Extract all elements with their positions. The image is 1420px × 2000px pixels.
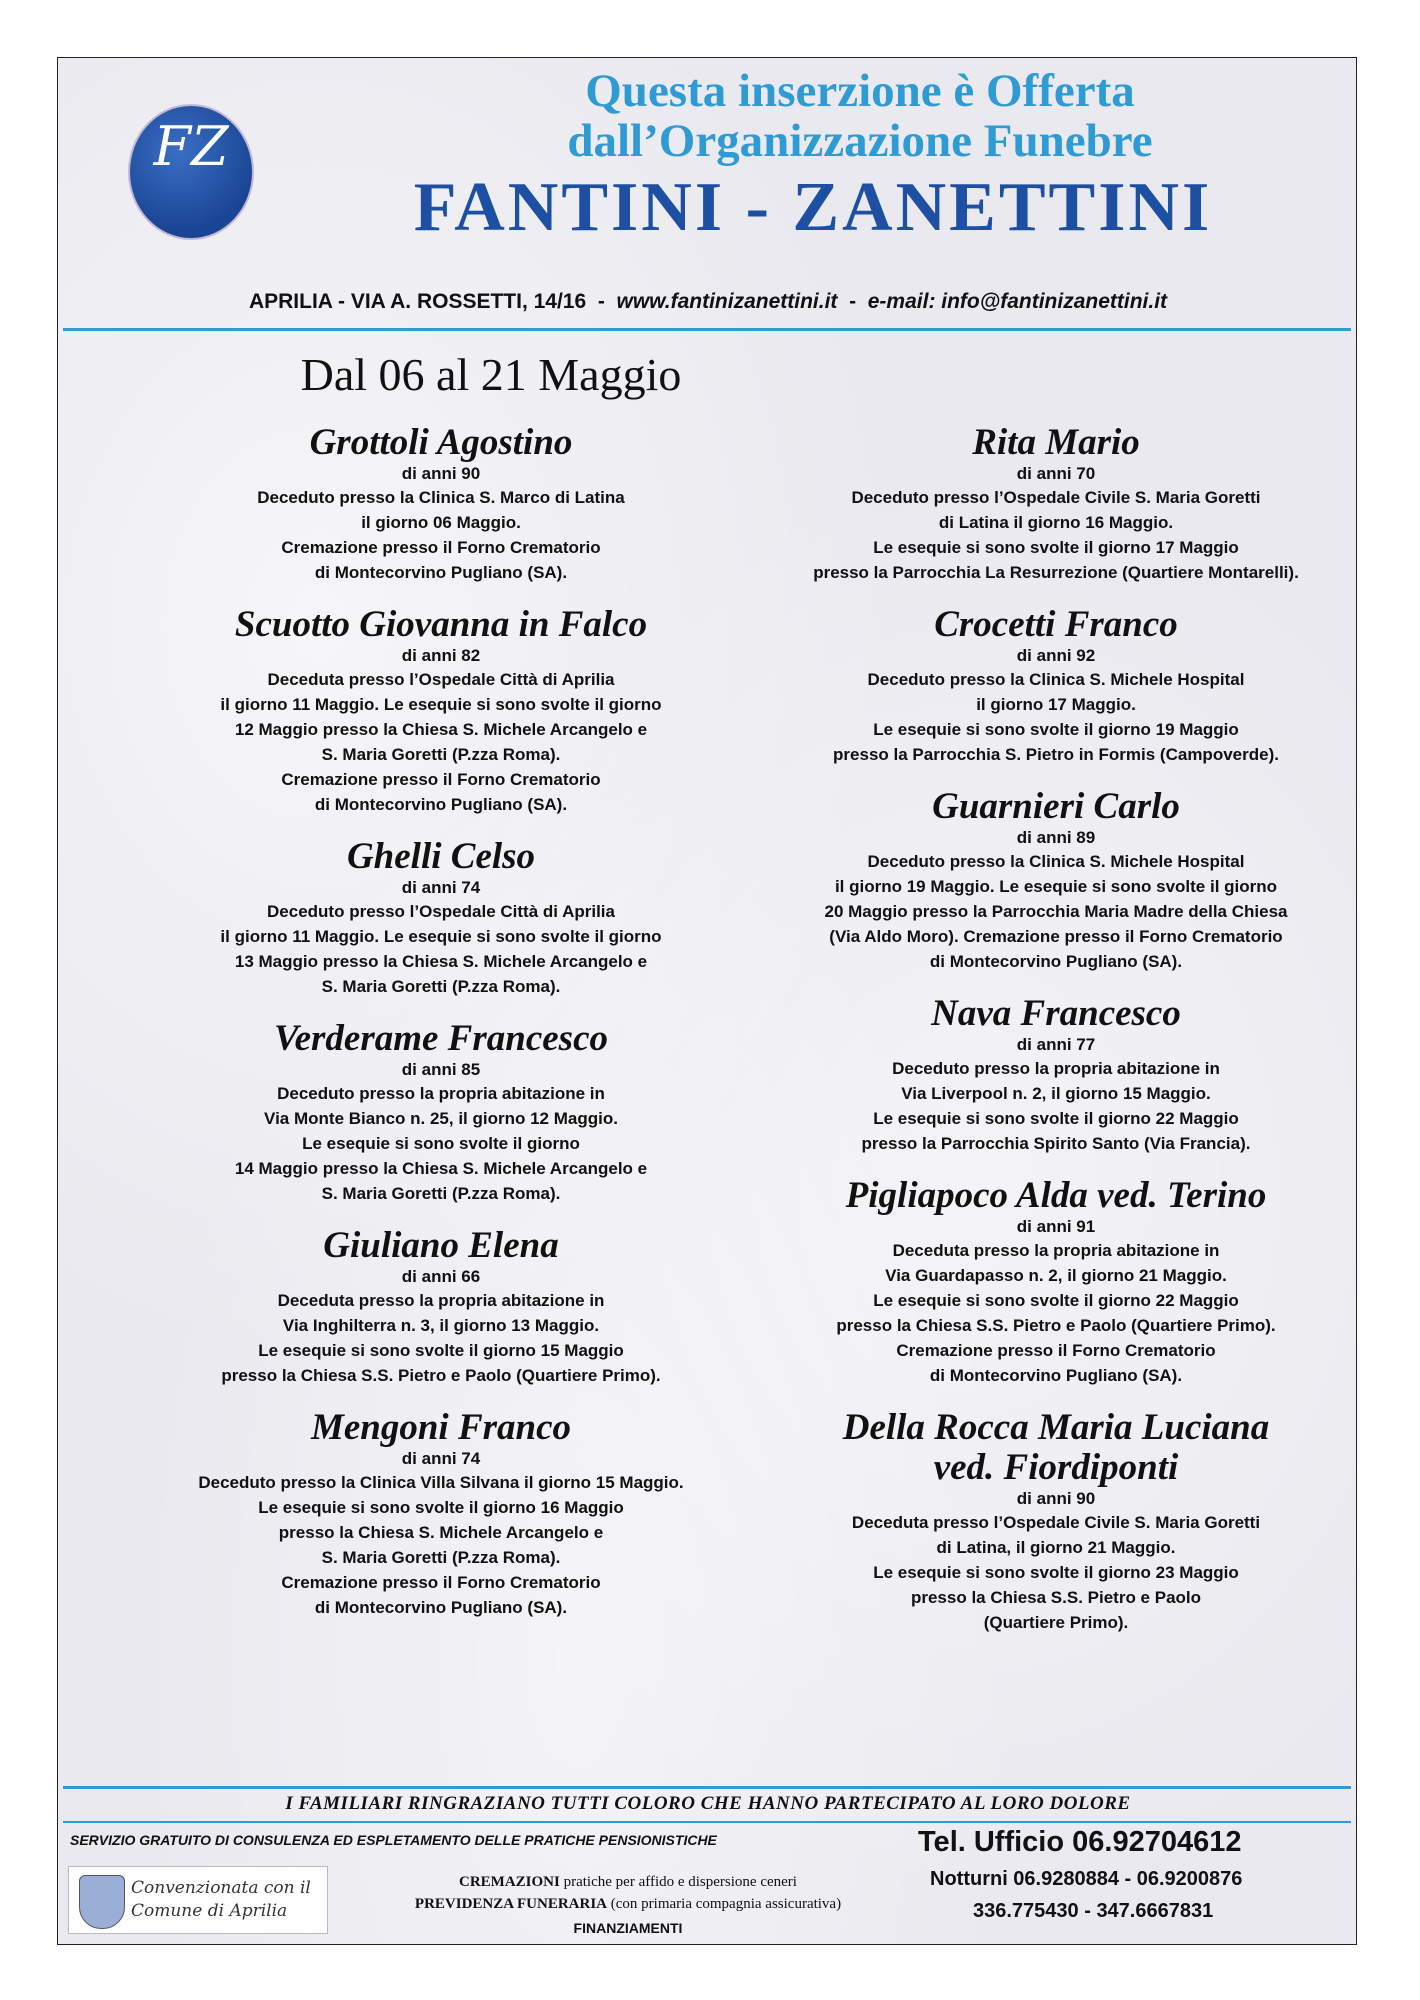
- previdenza-label: PREVIDENZA FUNERARIA: [414, 1896, 608, 1912]
- period-title: Dal 06 al 21 Maggio: [300, 349, 682, 400]
- obituary-text: Deceduto presso l’Ospedale Città di Aprilia il giorno 11 Maggio. Le esequie si sono svolte il giorno 13 Maggio presso la Chiesa S. Michele Arcangelo e S. Maria Goretti (P.zza Roma).: [220, 902, 662, 996]
- obituary-entry: [746, 605, 1366, 767]
- mobile-phones[interactable]: 336.775430 - 347.6667831: [973, 1900, 1214, 1922]
- deceased-age: di anni 74: [401, 878, 481, 897]
- deceased-age: di anni 89: [1016, 828, 1096, 847]
- obituary-entry: [746, 423, 1366, 585]
- logo-monogram: FZ: [153, 115, 229, 178]
- deceased-age: di anni 82: [401, 646, 481, 665]
- deceased-age: di anni 70: [1016, 464, 1096, 483]
- finanziamenti: FINANZIAMENTI: [573, 1920, 683, 1936]
- notice-frame: [57, 57, 1357, 1945]
- cremazioni-desc: pratiche per affido e dispersione ceneri: [559, 1874, 797, 1890]
- obituary-entry: [131, 837, 751, 999]
- deceased-age: di anni 74: [401, 1449, 481, 1468]
- obituary-text: Deceduto presso la Clinica Villa Silvana il giorno 15 Maggio. Le esequie si sono svolte il giorno 16 Maggio presso la Chiesa S. Michele Arcangelo e S. Maria Goretti (P.zza Roma). Cremazione presso il Forno Crematorio di Montecorvino Pugliano (SA).: [198, 1473, 684, 1617]
- services-list: [328, 1871, 928, 1915]
- deceased-name: Nava Francesco: [931, 993, 1181, 1034]
- footer-divider-top: [63, 1786, 1351, 1789]
- deceased-name: Ghelli Celso: [346, 836, 536, 877]
- obituary-entry: [131, 1019, 751, 1206]
- deceased-age: di anni 85: [401, 1060, 481, 1079]
- company-name: FANTINI - ZANETTINI: [413, 169, 1213, 246]
- obituary-text: Deceduto presso la propria abitazione in Via Monte Bianco n. 25, il giorno 12 Maggio. Le esequie si sono svolte il giorno 14 Maggio presso la Chiesa S. Michele Arcangelo e S. Maria Goretti (P.zza Roma).: [234, 1084, 648, 1203]
- obituary-entry: [131, 605, 751, 817]
- obituary-entry: [746, 1176, 1366, 1388]
- badge-text: [131, 1877, 311, 1923]
- obituary-text: Deceduta presso la propria abitazione in Via Guardapasso n. 2, il giorno 21 Maggio. Le esequie si sono svolte il giorno 22 Maggio presso la Chiesa S.S. Pietro e Paolo (Quartiere Primo). Cremazione presso il Forno Crematorio di Montecorvino Pugliano (SA).: [836, 1241, 1276, 1385]
- deceased-age: di anni 66: [401, 1267, 481, 1286]
- deceased-name: Verderame Francesco: [274, 1018, 608, 1059]
- header-divider: [63, 328, 1351, 331]
- deceased-age: di anni 77: [1016, 1035, 1096, 1054]
- obituary-entry: [131, 1408, 751, 1620]
- left-column: [131, 423, 751, 1640]
- obituary-text: Deceduta presso la propria abitazione in Via Inghilterra n. 3, il giorno 13 Maggio. Le esequie si sono svolte il giorno 15 Maggio presso la Chiesa S.S. Pietro e Paolo (Quartiere Primo).: [221, 1291, 661, 1385]
- obituary-entry: [131, 423, 751, 585]
- thanks-line: I FAMILIARI RINGRAZIANO TUTTI COLORO CHE HANNO PARTECIPATO AL LORO DOLORE: [285, 1793, 1131, 1814]
- address: APRILIA - VIA A. ROSSETTI, 14/16: [248, 290, 587, 313]
- cremazioni-label: CREMAZIONI: [459, 1874, 560, 1890]
- fz-logo: [128, 104, 254, 240]
- header-line2: dall’Organizzazione Funebre: [567, 115, 1153, 167]
- deceased-age: di anni 91: [1016, 1217, 1096, 1236]
- obituary-text: Deceduto presso l’Ospedale Civile S. Maria Goretti di Latina il giorno 16 Maggio. Le esequie si sono svolte il giorno 17 Maggio presso la Parrocchia La Resurrezione (Quartiere Montarelli).: [813, 488, 1299, 582]
- obituary-text: Deceduta presso l’Ospedale Civile S. Maria Goretti di Latina, il giorno 21 Maggio. Le esequie si sono svolte il giorno 23 Maggio presso la Chiesa S.S. Pietro e Paolo (Quartiere Primo).: [851, 1513, 1261, 1632]
- obituary-text: Deceduto presso la Clinica S. Michele Hospital il giorno 19 Maggio. Le esequie si sono svolte il giorno 20 Maggio presso la Parrocchia Maria Madre della Chiesa (Via Aldo Moro). Cremazione presso il Forno Crematorio di Montecorvino Pugliano (SA).: [824, 852, 1288, 971]
- deceased-name: Rita Mario: [972, 422, 1140, 463]
- obituary-entry: [131, 1226, 751, 1388]
- deceased-name: Grottoli Agostino: [309, 422, 573, 463]
- badge-line1: Convenzionata con il: [131, 1878, 311, 1898]
- crest-icon: [79, 1875, 125, 1929]
- deceased-name: Scuotto Giovanna in Falco: [234, 604, 648, 645]
- office-phone[interactable]: Tel. Ufficio 06.92704612: [918, 1826, 1242, 1858]
- badge-line2: Comune di Aprilia: [131, 1901, 288, 1921]
- email-link[interactable]: e-mail: info@fantinizanettini.it: [867, 290, 1168, 313]
- obituary-text: Deceduto presso la Clinica S. Marco di Latina il giorno 06 Maggio. Cremazione presso il Forno Crematorio di Montecorvino Pugliano (SA).: [257, 488, 625, 582]
- deceased-name: Mengoni Franco: [310, 1407, 572, 1448]
- deceased-name: Guarnieri Carlo: [932, 786, 1180, 827]
- obituary-entry: [746, 1408, 1366, 1635]
- obituary-text: Deceduto presso la propria abitazione in Via Liverpool n. 2, il giorno 15 Maggio. Le esequie si sono svolte il giorno 22 Maggio presso la Parrocchia Spirito Santo (Via Francia).: [861, 1059, 1251, 1153]
- service-line: SERVIZIO GRATUITO DI CONSULENZA ED ESPLETAMENTO DELLE PRATICHE PENSIONISTICHE: [70, 1832, 717, 1848]
- obituary-entry: [746, 994, 1366, 1156]
- obituary-text: Deceduta presso l’Ospedale Città di Aprilia il giorno 11 Maggio. Le esequie si sono svolte il giorno 12 Maggio presso la Chiesa S. Michele Arcangelo e S. Maria Goretti (P.zza Roma). Cremazione presso il Forno Crematorio di Montecorvino Pugliano (SA).: [220, 670, 662, 814]
- header-line1: Questa inserzione è Offerta: [585, 65, 1135, 117]
- deceased-name: Crocetti Franco: [934, 604, 1178, 645]
- obituary-entry: [746, 787, 1366, 974]
- deceased-age: di anni 90: [401, 464, 481, 483]
- obituary-text: Deceduto presso la Clinica S. Michele Hospital il giorno 17 Maggio. Le esequie si sono svolte il giorno 19 Maggio presso la Parrocchia S. Pietro in Formis (Campoverde).: [833, 670, 1279, 764]
- night-phones[interactable]: Notturni 06.9280884 - 06.9200876: [930, 1868, 1243, 1890]
- previdenza-desc: (con primaria compagnia assicurativa): [607, 1896, 842, 1912]
- footer-divider: [63, 1821, 1351, 1823]
- deceased-name: Pigliapoco Alda ved. Terino: [845, 1175, 1267, 1216]
- deceased-name: Giuliano Elena: [323, 1225, 559, 1266]
- deceased-name: Della Rocca Maria Luciana ved. Fiordiponti: [842, 1407, 1270, 1488]
- deceased-age: di anni 90: [1016, 1489, 1096, 1508]
- right-column: [746, 423, 1366, 1655]
- address-bar: APRILIA - VIA A. ROSSETTI, 14/16 - www.fantinizanettini.it - e-mail: info@fantinizanettini.it: [248, 290, 1168, 313]
- deceased-age: di anni 92: [1016, 646, 1096, 665]
- comune-badge: [68, 1866, 328, 1934]
- website-link[interactable]: www.fantinizanettini.it: [616, 290, 838, 313]
